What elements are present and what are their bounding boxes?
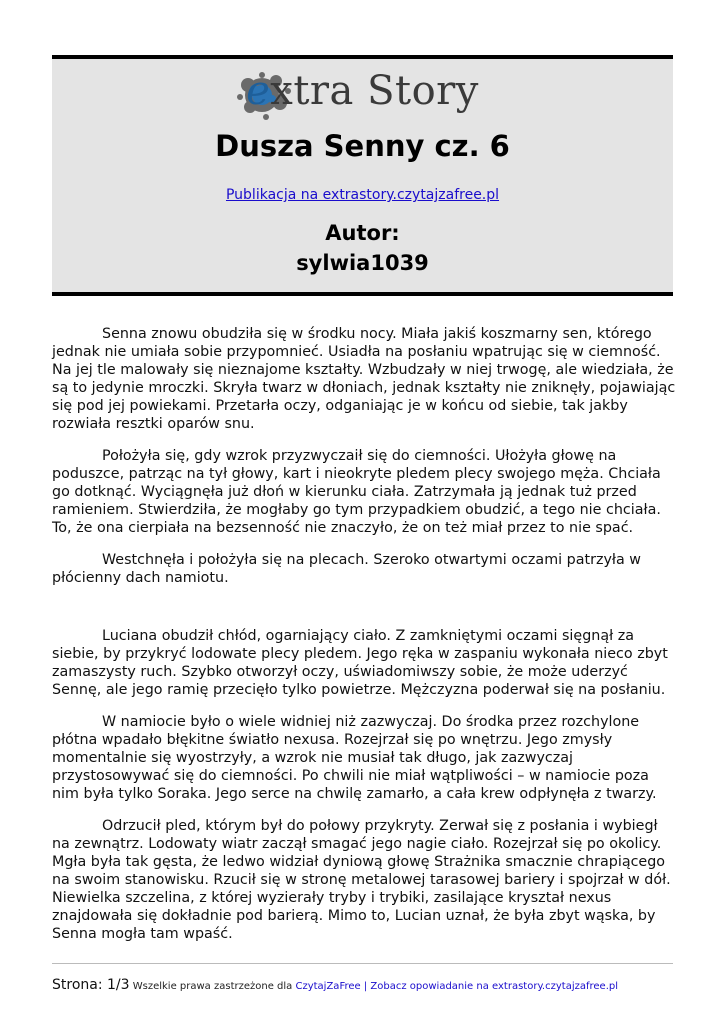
paragraph: Senna znowu obudziła się w środku nocy. Miała jakiś koszmarny sen, którego jednak nie umiała sobie przypomnieć. Usiadła na posłaniu wpatrując się w ciemność. Na jej tle malowały się nieznajome kształty. Wzbudzały w niej trwogę, ale wiedziała, że są to jedynie mroczki. Skryła twarz w dłoniach, jednak kształty nie zniknęły, pojawiając się pod jej powiekami. Przetarła oczy, odganiając je w końcu od siebie, tak jakby rozwiała resztki oparów snu. [52,326,676,432]
story-title: Dusza Senny cz. 6 [215,129,510,163]
paragraph: Odrzucił pled, którym był do połowy przykryty. Zerwał się z posłania i wybiegł na zewnątrz. Lodowaty wiatr zaczął smagać jego nagie ciało. Rozejrzał się po okolicy. Mgła była tak gęsta, że ledwo widział dyniową głowę Strażnika smacznie chrapiącego na swoim stanowisku. Rzucił się w stronę metalowej tarasowej bariery i spojrzał w dół. Niewielka szczelina, z której wyzierały tryby i trybiki, zasilające kryształ nexus znajdowała się dokładnie pod barierą. Mimo to, Lucian uznał, że była zbyt wąska, by Senna mogła tam wpaść. [52,818,671,942]
page-number: Strona: 1/3 [52,977,130,993]
page-footer [52,963,673,993]
story-content [52,325,677,957]
paragraph: Westchnęła i położyła się na plecach. Szeroko otwartymi oczami patrzyła w płócienny dach namiotu. [52,552,641,586]
rights-text: Wszelkie prawa zastrzeżone dla [132,981,293,992]
footer-separator: | [363,981,368,992]
paragraph: Luciana obudził chłód, ogarniający ciało. Z zamkniętymi oczami sięgnął za siebie, by przykryć lodowate plecy pledem. Jego ręka w zaspaniu wykonała nieco zbyt zamaszysty ruch. Szybko otworzył oczy, uświadomiwszy sobie, że może uderzyć Sennę, ale jego ramię przecięło tylko powietrze. Mężczyzna poderwał się na posłaniu. [52,628,668,698]
logo-text: extra Story [246,68,479,114]
author-name: sylwia1039 [296,251,429,275]
paragraph: W namiocie było o wiele widniej niż zazwyczaj. Do środka przez rozchylone płótna wpadało błękitne światło nexusa. Rozejrzał się po wnętrzu. Jego zmysły momentalnie się wyostrzyły, a wzrok nie musiał tak długo, jak zazwyczaj przystosowywać się do ciemności. Po chwili nie miał wątpliwości – w namiocie poza nim była tylko Soraka. Jego serce na chwilę zamarło, a cała krew odpłynęła z twarzy. [52,714,657,802]
publication-link[interactable]: Publikacja na extrastory.czytajzafree.pl [225,187,500,203]
story-link[interactable]: Zobacz opowiadanie na extrastory.czytajzafree.pl [370,981,619,992]
author-label: Autor: [325,221,400,245]
site-logo[interactable] [52,63,673,119]
paragraph: Położyła się, gdy wzrok przyzwyczaił się do ciemności. Ułożyła głowę na poduszce, patrząc na tył głowy, kart i nieokryte pledem plecy swojego męża. Chciała go dotknąć. Wyciągnęła już dłoń w kierunku ciała. Zatrzymała ją jednak tuż przed ramieniem. Stwierdziła, że mogłaby go tym przypadkiem obudzić, a tego nie chciała. To, że ona cierpiała na bezsenność nie znaczyło, że on też miał przez to nie spać. [52,448,661,536]
header-box [52,55,673,296]
site-link[interactable]: CzytajZaFree [295,981,361,992]
